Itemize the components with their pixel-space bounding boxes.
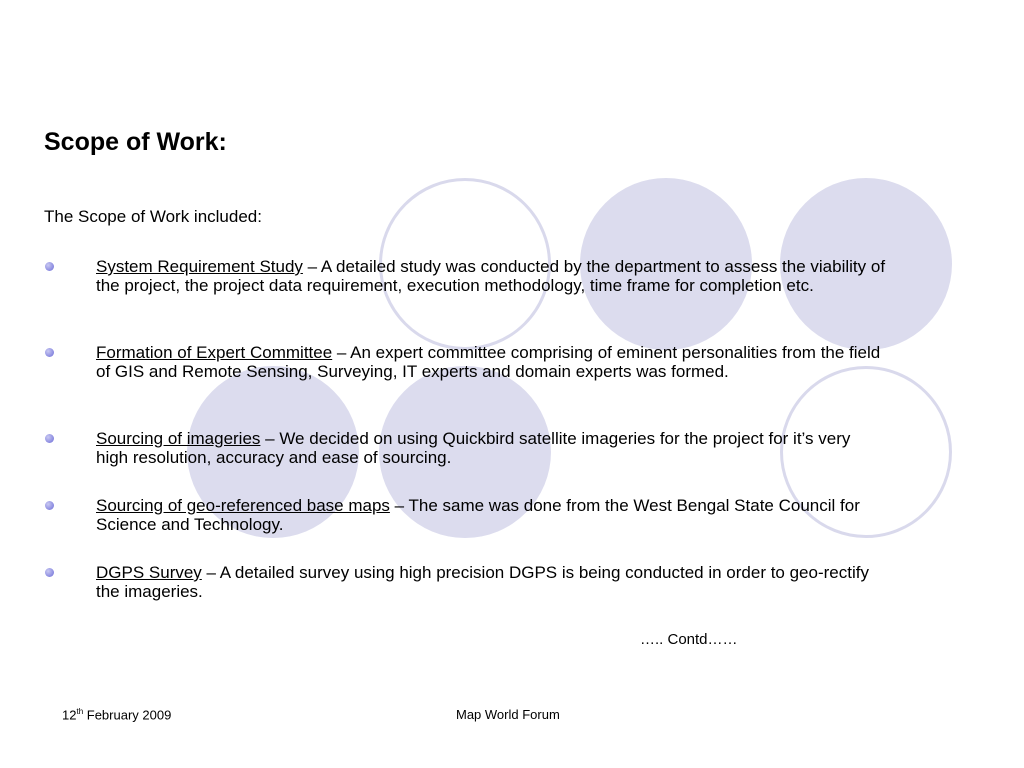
bullet-term: DGPS Survey	[96, 563, 202, 582]
bullet-dot-icon	[45, 568, 54, 577]
footer-date-suffix: th	[76, 707, 84, 716]
bullet-description: – A detailed study was conducted by the department to assess the viability of the project, the project data requirement, execution methodology, time frame for completion etc.	[96, 257, 886, 295]
slide-intro: The Scope of Work included:	[44, 207, 262, 226]
bullet-text	[96, 496, 886, 534]
footer-event-name: Map World Forum	[456, 707, 560, 722]
bullet-term: Sourcing of geo-referenced base maps	[96, 496, 390, 515]
slide-title: Scope of Work:	[44, 128, 227, 156]
bullet-term: Sourcing of imageries	[96, 429, 261, 448]
bullet-text	[96, 257, 886, 295]
bullet-dot-icon	[45, 348, 54, 357]
footer-date-rest: February 2009	[83, 707, 172, 723]
bullet-dot-icon	[45, 501, 54, 510]
bullet-description: – An expert committee comprising of eminent personalities from the field of GIS and Remote Sensing, Surveying, IT experts and domain experts was formed.	[96, 343, 881, 381]
bullet-description: – A detailed survey using high precision DGPS is being conducted in order to geo-rectify the imageries.	[96, 563, 869, 601]
footer-date	[62, 707, 171, 722]
bullet-text	[96, 429, 886, 467]
footer-date-day: 12	[62, 707, 77, 723]
bullet-term: Formation of Expert Committee	[96, 343, 333, 362]
bullet-text	[96, 563, 886, 601]
bullet-description: – The same was done from the West Bengal State Council for Science and Technology.	[96, 496, 860, 534]
continued-note: ….. Contd……	[640, 631, 738, 648]
bullet-term: System Requirement Study	[96, 257, 303, 276]
bullet-dot-icon	[45, 434, 54, 443]
bullet-description: – We decided on using Quickbird satellite imageries for the project for it’s very high resolution, accuracy and ease of sourcing.	[96, 429, 851, 467]
bullet-text	[96, 343, 886, 381]
bullet-dot-icon	[45, 262, 54, 271]
